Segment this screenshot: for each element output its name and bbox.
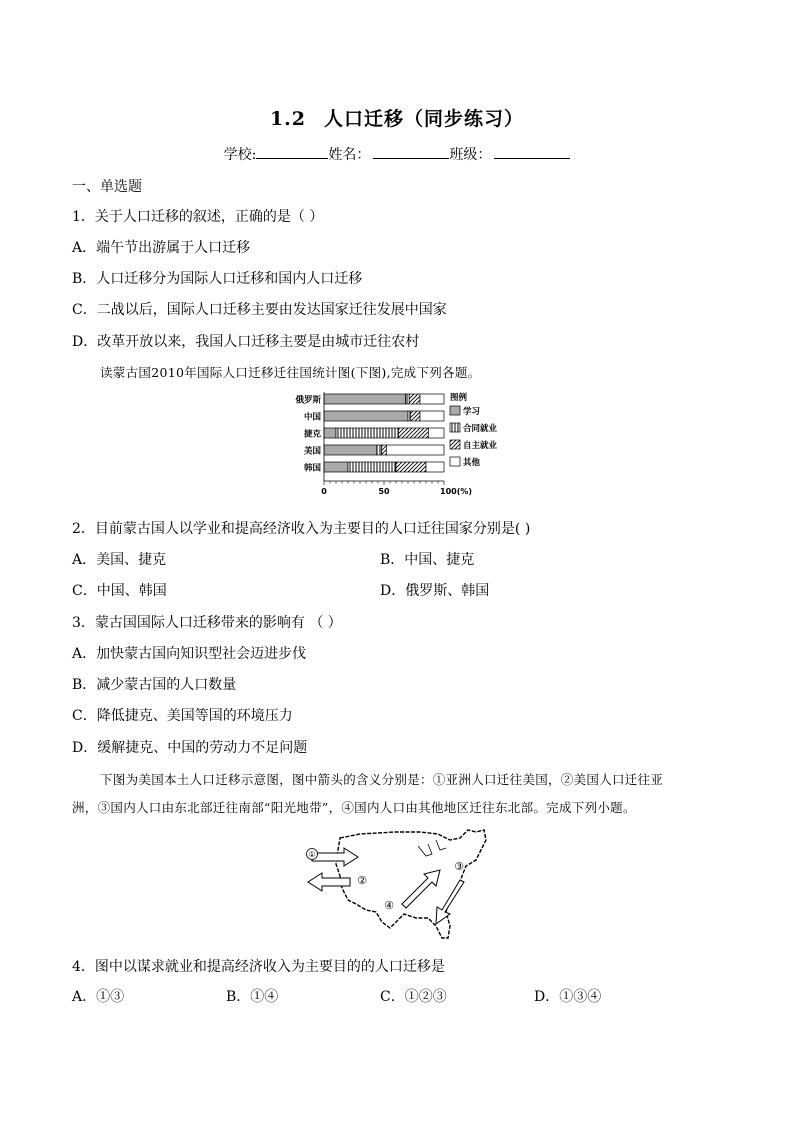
q1-option-d[interactable]: D．改革开放以来，我国人口迁移主要是由城市迁往农村	[72, 334, 420, 350]
legend-swatch	[450, 423, 460, 432]
bar-segment	[420, 411, 444, 421]
category-label: 中国	[303, 412, 321, 423]
q3-stem: 3．蒙古国国际人口迁移带来的影响有 （ ）	[72, 615, 342, 631]
q4-option-a[interactable]: A．①③	[72, 989, 125, 1005]
bar-segment	[409, 394, 420, 404]
x-tick-label: 50	[378, 487, 390, 496]
class-label: 班级：	[449, 147, 492, 163]
legend-label: 合同就业	[463, 424, 498, 434]
lesson-title: 人口迁移（同步练习）	[324, 108, 525, 130]
q2-stem: 2．目前蒙古国人以学业和提高经济收入为主要目的人口迁往国家分别是( )	[72, 521, 531, 537]
q1-option-b[interactable]: B．人口迁移分为国际人口迁移和国内人口迁移	[72, 271, 363, 287]
school-label: 学校:	[223, 147, 257, 163]
q2-option-a[interactable]: A．美国、捷克	[72, 552, 167, 568]
map-intro-line1: 下图为美国本土人口迁移示意图，图中箭头的含义分别是：①亚洲人口迁往美国，②美国人口迁往亚	[100, 772, 664, 787]
map-label-3: ③	[454, 860, 464, 873]
q4-option-c[interactable]: C．①②③	[380, 989, 447, 1005]
map-label-2: ②	[357, 874, 367, 887]
map-label-4: ④	[384, 899, 394, 912]
bar-segment	[428, 428, 444, 438]
bar-segment	[406, 394, 410, 404]
name-label: 姓名：	[328, 147, 371, 163]
q1-option-c[interactable]: C．二战以后，国际人口迁移主要由发达国家迁往发展中国家	[72, 302, 447, 318]
bar-segment	[386, 445, 444, 455]
legend-swatch	[450, 406, 460, 415]
lesson-number: 1.2	[269, 108, 307, 130]
category-label: 美国	[303, 446, 321, 457]
student-info-row	[0, 144, 794, 164]
q2-option-d[interactable]: D．俄罗斯、韩国	[380, 583, 490, 599]
class-blank[interactable]	[494, 144, 570, 159]
map-intro-line2: 洲，③国内人口由东北部迁往南部“阳光地带”，④国内人口由其他地区迁往东北部。完成下列小题。	[72, 800, 636, 815]
bar-segment	[398, 428, 428, 438]
bar-segment	[324, 394, 406, 404]
bar-segment	[420, 394, 444, 404]
bar-segment	[410, 411, 420, 421]
legend-label: 学习	[463, 407, 481, 417]
q4-stem: 4．图中以谋求就业和提高经济收入为主要目的的人口迁移是	[72, 959, 445, 975]
q3-option-b[interactable]: B．减少蒙古国的人口数量	[72, 677, 237, 693]
bar-segment	[324, 411, 408, 421]
bar-segment	[396, 462, 426, 472]
name-blank[interactable]	[373, 144, 449, 159]
legend-title: 图例	[450, 393, 468, 403]
category-label: 俄罗斯	[295, 395, 321, 406]
bar-segment	[382, 445, 387, 455]
chart-intro: 读蒙古国2010年国际人口迁移迁往国统计图(下图),完成下列各题。	[100, 365, 481, 380]
category-label: 韩国	[303, 463, 321, 474]
legend-label: 自主就业	[463, 441, 498, 451]
bar-segment	[377, 445, 382, 455]
migration-chart	[280, 388, 520, 504]
legend-swatch	[450, 440, 460, 449]
q1-option-a[interactable]: A．端午节出游属于人口迁移	[72, 240, 251, 256]
bar-segment	[336, 428, 398, 438]
bar-segment	[324, 428, 336, 438]
q1-stem: 1．关于人口迁移的叙述，正确的是（ ）	[72, 209, 324, 225]
bar-segment	[348, 462, 396, 472]
us-migration-map	[300, 826, 500, 946]
map-label-1: ①	[308, 850, 316, 859]
bar-segment	[324, 462, 348, 472]
bar-segment	[426, 462, 444, 472]
x-tick-label: 100(%)	[440, 487, 473, 496]
bar-segment	[324, 445, 377, 455]
q4-option-d[interactable]: D．①③④	[534, 989, 602, 1005]
bar-segment	[408, 411, 410, 421]
q4-option-b[interactable]: B．①④	[226, 989, 279, 1005]
x-tick-label: 0	[321, 487, 327, 496]
legend-label: 其他	[463, 458, 481, 468]
legend-swatch	[450, 457, 460, 466]
q2-option-c[interactable]: C．中国、韩国	[72, 583, 167, 599]
q3-option-d[interactable]: D．缓解捷克、中国的劳动力不足问题	[72, 740, 308, 756]
q3-option-a[interactable]: A．加快蒙古国向知识型社会迈进步伐	[72, 646, 307, 662]
page-title	[0, 104, 794, 131]
category-label: 捷克	[303, 429, 321, 440]
q3-option-c[interactable]: C．降低捷克、美国等国的环境压力	[72, 708, 293, 724]
school-blank[interactable]	[256, 144, 328, 159]
section-heading: 一、单选题	[72, 179, 142, 195]
q2-option-b[interactable]: B．中国、捷克	[380, 552, 475, 568]
